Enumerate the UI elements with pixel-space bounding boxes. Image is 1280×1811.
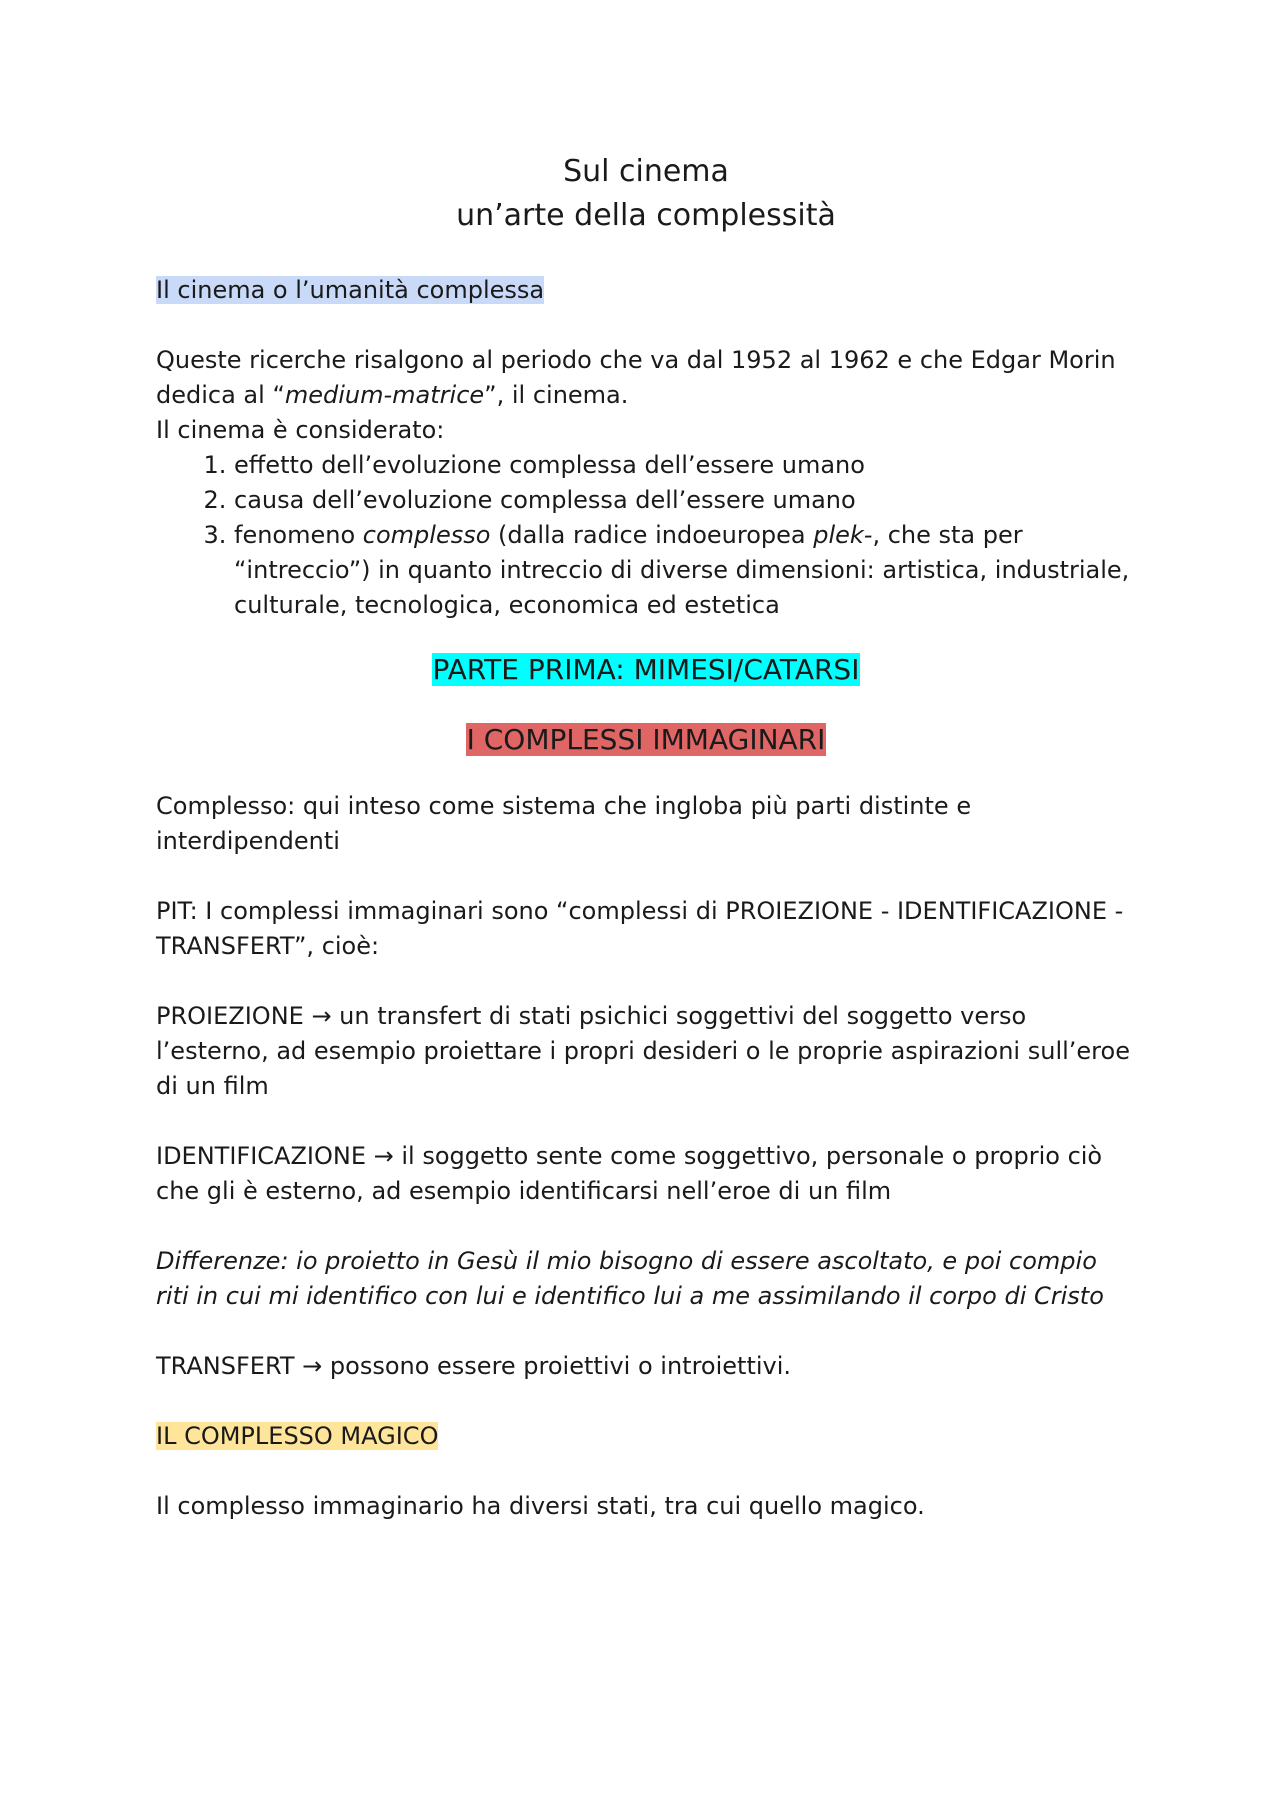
complesso-definition: Complesso: qui inteso come sistema che ingloba più parti distinte e interdipendenti — [156, 792, 972, 855]
document-title — [156, 150, 1136, 238]
section-heading-cinema — [156, 273, 1136, 308]
proiezione-paragraph: PROIEZIONE → un transfert di stati psichici soggettivi del soggetto verso l’esterno, ad esempio proiettare i propri desideri o le proprie aspirazioni sull’eroe di un film — [156, 1002, 1130, 1100]
differenze-paragraph: Differenze: io proietto in Gesù il mio bisogno di essere ascoltato, e poi compio riti in cui mi identifico con lui e identifico lui a me assimilando il corpo di Cristo — [156, 1247, 1104, 1310]
magic-heading: IL COMPLESSO MAGICO — [156, 1422, 439, 1450]
transfert-paragraph: TRANSFERT → possono essere proiettivi o introiettivi. — [156, 1352, 792, 1380]
list-item: 2. causa dell’evoluzione complessa dell’essere umano — [234, 483, 1136, 518]
pit-paragraph: PIT: I complessi immaginari sono “complessi di PROIEZIONE - IDENTIFICAZIONE - TRANSFERT”, cioè: — [156, 897, 1124, 960]
numbered-list — [156, 448, 1136, 623]
part-heading: PARTE PRIMA: MIMESI/CATARSI — [432, 653, 860, 686]
title-line-2: un’arte della complessità — [456, 198, 836, 233]
considered-line: Il cinema è considerato: — [156, 416, 445, 444]
identificazione-paragraph: IDENTIFICAZIONE → il soggetto sente come soggettivo, personale o proprio ciò che gli è esterno, ad esempio identificarsi nell’eroe di un film — [156, 1142, 1103, 1205]
title-line-1: Sul cinema — [563, 154, 729, 189]
document-page — [156, 150, 1136, 1524]
magic-paragraph: Il complesso immaginario ha diversi stati, tra cui quello magico. — [156, 1492, 925, 1520]
chapter-heading: I COMPLESSI IMMAGINARI — [466, 723, 826, 756]
section-heading-text: Il cinema o l’umanità complessa — [156, 276, 545, 304]
intro-paragraph: Queste ricerche risalgono al periodo che va dal 1952 al 1962 e che Edgar Morin dedica al “medium-matrice”, il cinema. — [156, 346, 1116, 409]
list-item: 1. effetto dell’evoluzione complessa dell’essere umano — [234, 448, 1136, 483]
list-item: 3. fenomeno complesso (dalla radice indoeuropea plek-, che sta per “intreccio”) in quanto intreccio di diverse dimensioni: artistica, industriale, culturale, tecnologica, economica ed estetica — [234, 518, 1136, 623]
